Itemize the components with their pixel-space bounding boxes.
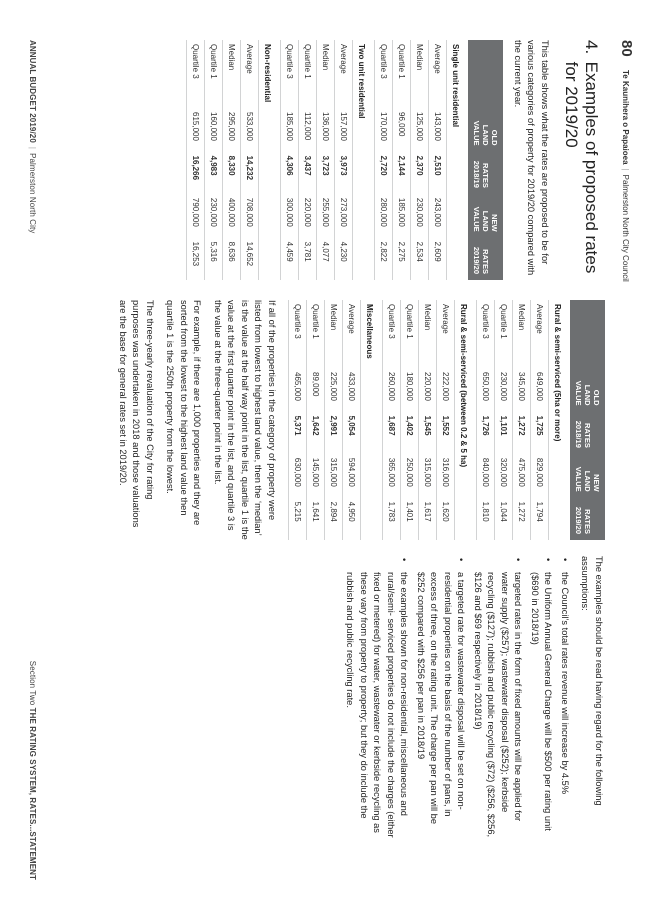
rates-2018-cell: 3,437 — [299, 152, 317, 194]
row-label-cell: Average — [437, 300, 455, 368]
row-label-cell: Quartile 3 — [289, 300, 307, 368]
header-rates-2018: RATES 2018/19 — [469, 152, 504, 194]
running-footer — [613, 40, 633, 640]
row-label-cell: Quartile 3 — [383, 300, 401, 368]
new-land-value-cell: 475,000 — [513, 454, 531, 498]
category-label: Two unit residential — [353, 40, 375, 280]
old-land-value-cell: 170,000 — [375, 108, 393, 152]
rates-2019-cell: 1,620 — [437, 498, 455, 540]
rates-table-right — [288, 300, 605, 540]
table-row — [187, 40, 205, 280]
table-row — [281, 40, 299, 280]
row-label-cell: Quartile 1 — [401, 300, 419, 368]
old-land-value-cell: 185,000 — [281, 108, 299, 152]
rates-2018-cell: 1,725 — [531, 412, 549, 454]
rates-2018-cell: 2,510 — [429, 152, 447, 194]
table-row — [437, 300, 455, 540]
assumption-item: • a targeted rate for wastewater disposal will be set on non-residential properties on the basis of the number of pans, in excess of three, on the rating unit. The charge per pan will be $252 compared with $256 per pan in 2018/19 — [414, 556, 468, 846]
header-new-land-value: NEW LAND VALUE — [570, 454, 605, 498]
rates-2019-cell: 2,822 — [375, 238, 393, 280]
old-land-value-cell: 125,000 — [411, 108, 429, 152]
row-label-cell: Quartile 1 — [205, 40, 223, 108]
table-row — [383, 300, 401, 540]
new-land-value-cell: 400,000 — [223, 194, 241, 238]
revaluation-note: The three-yearly revaluation of the City for rating purposes was undertaken in 2018 and those valuations are the base for general rates set in 2019/20. — [118, 300, 155, 528]
rates-2018-cell: 2,370 — [411, 152, 429, 194]
header-right — [28, 661, 37, 880]
old-land-value-cell: 260,000 — [383, 368, 401, 412]
header-left: ANNUAL BUDGET 2019/20|Palmerston North City — [28, 40, 37, 234]
row-label-cell: Median — [317, 40, 335, 108]
header-old-land-value: OLD LAND VALUE — [570, 368, 605, 412]
section-number: 4. — [582, 40, 601, 55]
header-blank — [469, 40, 504, 108]
new-land-value-cell: 708,000 — [241, 194, 259, 238]
rates-2019-cell: 8,636 — [223, 238, 241, 280]
table-row — [335, 40, 353, 280]
table-row — [343, 300, 361, 540]
category-label: Rural & semi-serviced (5ha or more) — [549, 300, 571, 540]
rates-2018-cell: 1,726 — [477, 412, 495, 454]
new-land-value-cell: 243,000 — [429, 194, 447, 238]
row-label-cell: Average — [531, 300, 549, 368]
old-land-value-cell: 112,000 — [299, 108, 317, 152]
row-label-cell: Quartile 1 — [299, 40, 317, 108]
category-label: Single unit residential — [447, 40, 469, 280]
table-row — [401, 300, 419, 540]
new-land-value-cell: 145,000 — [307, 454, 325, 498]
table-row — [411, 40, 429, 280]
page-number: 80 — [618, 40, 635, 57]
table-row — [477, 300, 495, 540]
header-rates-2019: RATES 2019/20 — [570, 498, 605, 540]
rates-2018-cell: 1,272 — [513, 412, 531, 454]
category-label: Non-residential — [259, 40, 281, 280]
category-row — [361, 300, 383, 540]
old-land-value-cell: 222,000 — [437, 368, 455, 412]
category-row — [259, 40, 281, 280]
old-land-value-cell: 615,000 — [187, 108, 205, 152]
new-land-value-cell: 230,000 — [205, 194, 223, 238]
rates-2019-cell: 1,401 — [401, 498, 419, 540]
rates-2018-cell: 14,232 — [241, 152, 259, 194]
old-land-value-cell: 89,000 — [307, 368, 325, 412]
rates-2018-cell: 1,687 — [383, 412, 401, 454]
rates-2019-cell: 2,894 — [325, 498, 343, 540]
rates-2019-cell: 2,609 — [429, 238, 447, 280]
header-new-land-value: NEW LAND VALUE — [469, 194, 504, 238]
assumption-item: • the Council’s total rates revenue will increase by 4.5% — [558, 556, 572, 846]
quartile-example: For example, if there are 1,000 properties and they are sorted from the lowest to the highest land value then quartile 1 is the 250th property from the lowest. — [165, 300, 203, 526]
category-row — [549, 300, 571, 540]
header-blank — [570, 300, 605, 368]
rates-2019-cell: 14,652 — [241, 238, 259, 280]
rates-2019-cell: 16,253 — [187, 238, 205, 280]
row-label-cell: Median — [419, 300, 437, 368]
new-land-value-cell: 630,000 — [289, 454, 307, 498]
assumptions-intro: The examples should be read having regard for the following assumptions: — [580, 556, 604, 806]
old-land-value-cell: 465,000 — [289, 368, 307, 412]
footer-org: Palmerston North City Council — [621, 174, 630, 282]
new-land-value-cell: 255,000 — [317, 194, 335, 238]
rates-2019-cell: 5,316 — [205, 238, 223, 280]
old-land-value-cell: 433,000 — [343, 368, 361, 412]
table-row — [429, 40, 447, 280]
category-label: Miscellaneous — [361, 300, 383, 540]
row-label-cell: Median — [513, 300, 531, 368]
table-row — [223, 40, 241, 280]
header-rates-2018: RATES 2018/19 — [570, 412, 605, 454]
row-label-cell: Average — [343, 300, 361, 368]
new-land-value-cell: 315,000 — [419, 454, 437, 498]
rates-2018-cell: 2,991 — [325, 412, 343, 454]
assumptions-list — [343, 556, 571, 846]
table-row — [299, 40, 317, 280]
rates-table-left — [187, 40, 504, 280]
rates-2018-cell: 8,330 — [223, 152, 241, 194]
table-row — [531, 300, 549, 540]
category-row — [455, 300, 477, 540]
table-row — [307, 300, 325, 540]
old-land-value-cell: 533,000 — [241, 108, 259, 152]
rates-2018-cell: 1,545 — [419, 412, 437, 454]
rates-2019-cell: 5,215 — [289, 498, 307, 540]
table-row — [317, 40, 335, 280]
old-land-value-cell: 220,000 — [419, 368, 437, 412]
new-land-value-cell: 840,000 — [477, 454, 495, 498]
header-budget-title: ANNUAL BUDGET 2019/20 — [28, 40, 37, 143]
rates-2018-cell: 4,306 — [281, 152, 299, 194]
header-org: Palmerston North City — [28, 153, 37, 234]
row-label-cell: Quartile 3 — [477, 300, 495, 368]
new-land-value-cell: 320,000 — [495, 454, 513, 498]
rates-2018-cell: 5,054 — [343, 412, 361, 454]
new-land-value-cell: 185,000 — [393, 194, 411, 238]
table-row — [241, 40, 259, 280]
category-row — [353, 40, 375, 280]
row-label-cell: Quartile 3 — [281, 40, 299, 108]
row-label-cell: Quartile 1 — [393, 40, 411, 108]
old-land-value-cell: 180,000 — [401, 368, 419, 412]
old-land-value-cell: 295,000 — [223, 108, 241, 152]
new-land-value-cell: 230,000 — [411, 194, 429, 238]
rates-2018-cell: 4,983 — [205, 152, 223, 194]
category-row — [447, 40, 469, 280]
rates-2018-cell: 2,144 — [393, 152, 411, 194]
rates-2019-cell: 4,077 — [317, 238, 335, 280]
row-label-cell: Quartile 3 — [375, 40, 393, 108]
old-land-value-cell: 160,000 — [205, 108, 223, 152]
rates-2019-cell: 2,275 — [393, 238, 411, 280]
row-label-cell: Median — [411, 40, 429, 108]
table-row — [205, 40, 223, 280]
table-row — [375, 40, 393, 280]
intro-paragraph: This table shows what the rates are proposed to be for various categories of property for 2019/20 compared with the current year. — [513, 40, 550, 276]
rates-2019-cell: 4,459 — [281, 238, 299, 280]
row-label-cell: Quartile 1 — [495, 300, 513, 368]
rates-2019-cell: 2,534 — [411, 238, 429, 280]
table-row — [513, 300, 531, 540]
table-row — [325, 300, 343, 540]
column-right — [340, 556, 605, 846]
new-land-value-cell: 280,000 — [375, 194, 393, 238]
rates-2018-cell: 16,266 — [187, 152, 205, 194]
new-land-value-cell: 594,000 — [343, 454, 361, 498]
old-land-value-cell: 649,000 — [531, 368, 549, 412]
old-land-value-cell: 96,000 — [393, 108, 411, 152]
column-left — [187, 40, 602, 280]
quartile-explanation: If all of the properties in the category of property were listed from lowest to highest land value, then the ‘median’ is the value at the half way point in the list, quartile 1 is the value at the first quarter point in the list, and quartile 3 is the value at the three-quarter point in the list. — [213, 300, 277, 540]
old-land-value-cell: 225,000 — [325, 368, 343, 412]
table-row — [419, 300, 437, 540]
category-label: Rural & semi-serviced (between 0.2 & 5 ha) — [455, 300, 477, 540]
old-land-value-cell: 157,000 — [335, 108, 353, 152]
rates-2018-cell: 3,973 — [335, 152, 353, 194]
new-land-value-cell: 273,000 — [335, 194, 353, 238]
header-old-land-value: OLD LAND VALUE — [469, 108, 504, 152]
rates-2018-cell: 1,402 — [401, 412, 419, 454]
table-header-row — [469, 40, 504, 280]
row-label-cell: Average — [335, 40, 353, 108]
row-label-cell: Median — [325, 300, 343, 368]
rates-2019-cell: 1,272 — [513, 498, 531, 540]
row-label-cell: Quartile 1 — [307, 300, 325, 368]
section-title — [561, 40, 601, 280]
footer-text: Te Kaunihera o Papaioea|Palmerston North City Council — [621, 70, 630, 282]
rates-2018-cell: 5,371 — [289, 412, 307, 454]
new-land-value-cell: 220,000 — [299, 194, 317, 238]
new-land-value-cell: 250,000 — [401, 454, 419, 498]
rates-2019-cell: 1,641 — [307, 498, 325, 540]
rates-2018-cell: 3,723 — [317, 152, 335, 194]
old-land-value-cell: 230,000 — [495, 368, 513, 412]
rates-2018-cell: 1,101 — [495, 412, 513, 454]
new-land-value-cell: 365,000 — [383, 454, 401, 498]
rates-2019-cell: 1,617 — [419, 498, 437, 540]
column-middle — [109, 300, 606, 540]
new-land-value-cell: 315,000 — [325, 454, 343, 498]
rates-2018-cell: 1,642 — [307, 412, 325, 454]
footer-org-maori: Te Kaunihera o Papaioea — [621, 70, 630, 165]
assumption-item: • the examples shown for non-residential, miscellaneous and rural/semi- serviced properties do not include the charges (either fixed or metered) for water, wastewater or kerbside recycling as these vary from property to property; but they do include the rubbish and public recycling rate. — [343, 556, 411, 846]
rates-2019-cell: 3,781 — [299, 238, 317, 280]
row-label-cell: Average — [241, 40, 259, 108]
rates-2018-cell: 2,720 — [375, 152, 393, 194]
new-land-value-cell: 300,000 — [281, 194, 299, 238]
old-land-value-cell: 650,000 — [477, 368, 495, 412]
header-section-title: THE RATING SYSTEM, RATES...STATEMENT — [28, 707, 37, 880]
row-label-cell: Median — [223, 40, 241, 108]
new-land-value-cell: 790,000 — [187, 194, 205, 238]
old-land-value-cell: 345,000 — [513, 368, 531, 412]
old-land-value-cell: 136,000 — [317, 108, 335, 152]
rates-2019-cell: 4,230 — [335, 238, 353, 280]
section-heading: Examples of proposed rates for 2019/20 — [562, 61, 601, 274]
table-header-row — [570, 300, 605, 540]
rates-2019-cell: 4,950 — [343, 498, 361, 540]
table-body-right — [289, 300, 571, 540]
rates-2018-cell: 1,552 — [437, 412, 455, 454]
rates-2019-cell: 1,783 — [383, 498, 401, 540]
header-section-prefix: Section Two — [28, 660, 37, 706]
old-land-value-cell: 143,000 — [429, 108, 447, 152]
assumption-item: • targeted rates in the form of fixed amounts will be applied for water supply ($257); wastewater disposal ($252); kerbside recycling ($127); rubbish and public recycling ($72) ($256, $256, $126 and $69 respectively in 2018/19) — [471, 556, 525, 846]
new-land-value-cell: 316,000 — [437, 454, 455, 498]
new-land-value-cell: 829,000 — [531, 454, 549, 498]
header-rates-2019: RATES 2019/20 — [469, 238, 504, 280]
rates-2019-cell: 1,794 — [531, 498, 549, 540]
row-label-cell: Quartile 3 — [187, 40, 205, 108]
running-header — [21, 40, 37, 880]
assumption-item: • the Uniform Annual General Charge will be $500 per rating unit ($690 in 2018/19) — [528, 556, 555, 846]
table-row — [289, 300, 307, 540]
row-label-cell: Average — [429, 40, 447, 108]
table-row — [393, 40, 411, 280]
rates-2019-cell: 1,044 — [495, 498, 513, 540]
table-row — [495, 300, 513, 540]
rates-2019-cell: 1,810 — [477, 498, 495, 540]
table-body-left — [187, 40, 469, 280]
